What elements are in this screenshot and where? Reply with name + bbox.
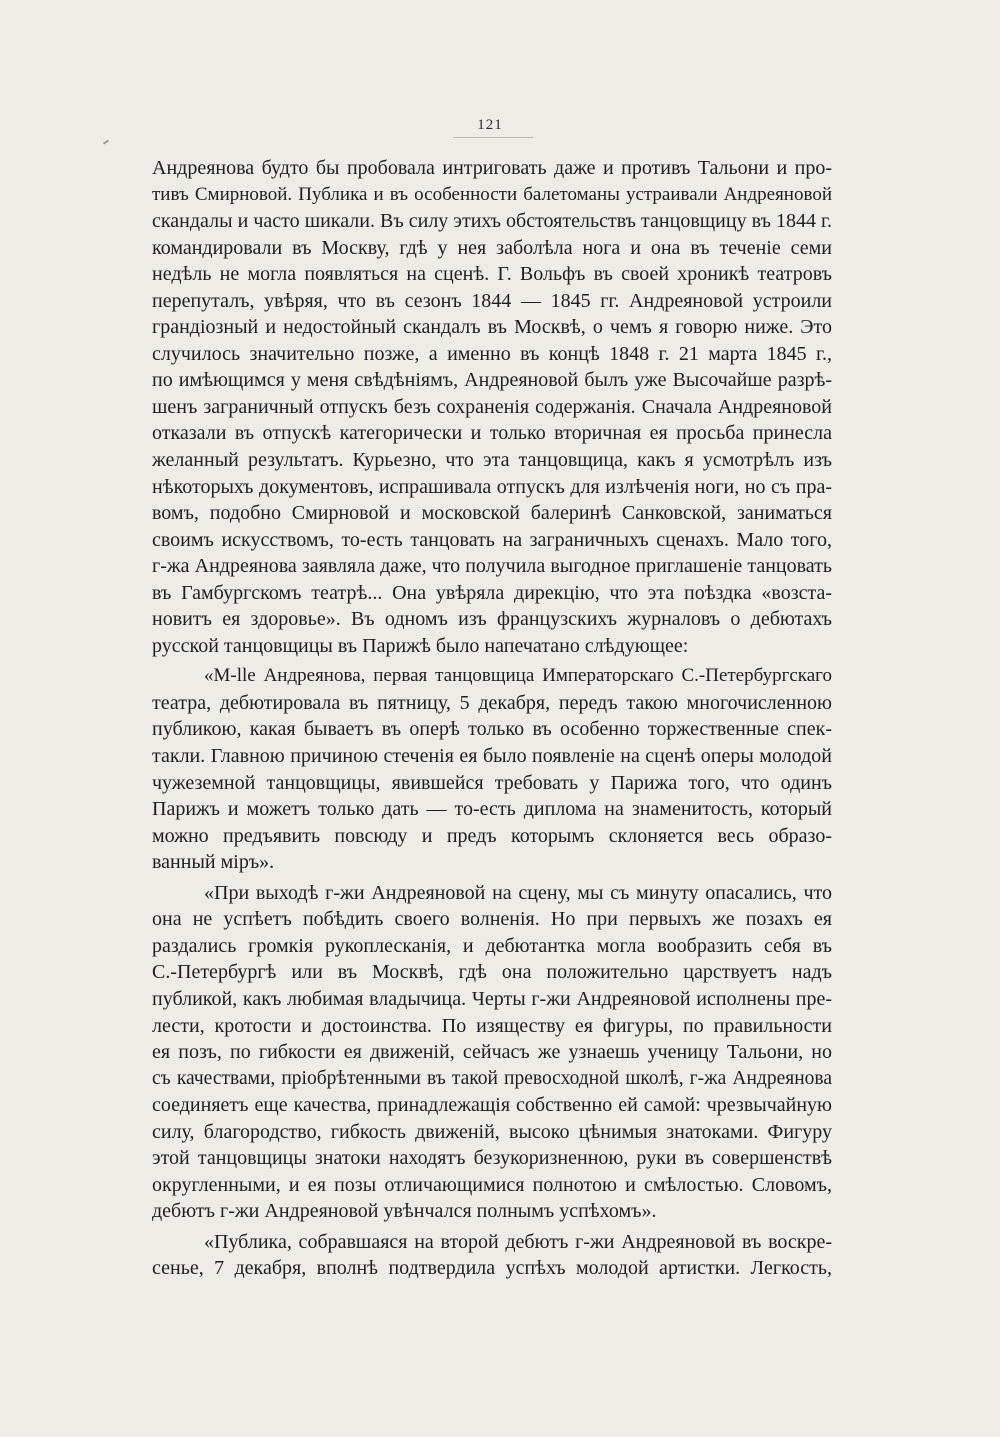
text-line: своимъ искусствомъ, то-есть танцовать на заграничныхъ сценахъ. Мало того, [152, 528, 832, 551]
text-line: С.-Петербургѣ или въ Москвѣ, гдѣ она положительно царствуетъ надъ [152, 961, 832, 984]
text-line: русской танцовщицы въ Парижѣ было напечатано слѣдующее: [152, 634, 689, 657]
text-line: съ качествами, пріобрѣтенными въ такой превосходной школѣ, г-жа Андреянова [152, 1067, 832, 1089]
text-line: Парижъ и можетъ только дать — то-есть диплома на знаменитость, который [152, 798, 832, 821]
text-line: перепуталъ, увѣряя, что въ сезонъ 1844 — 1845 гг. Андреяновой устроили [152, 289, 832, 312]
text-line: этой танцовщицы знатоки находятъ безукоризненною, руки въ совершенствѣ [152, 1147, 832, 1170]
text-line: театра, дебютировала въ пятницу, 5 декабря, передъ такою многочисленною [152, 691, 832, 714]
text-line: въ Гамбургскомъ театрѣ... Она увѣряла дирекцію, что эта поѣздка «возста- [152, 581, 832, 604]
text-line: соединяетъ еще качества, принадлежащія собственно ей самой: чрезвычайную [152, 1094, 832, 1117]
text-line: сенье, 7 декабря, вполнѣ подтвердила успѣхъ молодой артистки. Легкость, [152, 1257, 832, 1280]
text-line: дебютъ г-жи Андреяновой увѣнчался полнымъ успѣхомъ». [152, 1200, 657, 1223]
text-line: г-жа Андреянова заявляла даже, что получила выгодное приглашеніе танцовать [152, 555, 832, 578]
text-line: нѣкоторыхъ документовъ, испрашивала отпускъ для излѣченія ноги, но съ пра- [152, 475, 832, 498]
text-line: лести, кротости и достоинства. По изяществу ея фигуры, по правильности [152, 1014, 832, 1037]
text-line: чужеземной танцовщицы, явившейся требовать у Парижа того, что одинъ [152, 771, 832, 794]
text-line: случилось значительно позже, а именно въ концѣ 1848 г. 21 марта 1845 г., [152, 342, 832, 365]
text-line: недѣль не могла появляться на сценѣ. Г. Вольфъ въ своей хроникѣ театровъ [152, 263, 832, 286]
text-line: «Публика, собравшаяся на второй дебютъ г-жи Андреяновой въ воскре- [204, 1230, 832, 1253]
text-line: «M-lle Андреянова, первая танцовщица Императорскаго С.-Петербургскаго [204, 665, 832, 687]
text-line: новитъ ея здоровье». Въ одномъ изъ французскихъ журналовъ о дебютахъ [152, 608, 832, 631]
text-line: по имѣющимся у меня свѣдѣніямъ, Андреяновой былъ уже Высочайше разрѣ- [152, 369, 832, 392]
text-line: тивъ Смирновой. Публика и въ особенности балетоманы устраивали Андреяновой [152, 183, 832, 205]
text-line: командировали въ Москву, гдѣ у нея заболѣла нога и она въ теченіе семи [152, 236, 832, 259]
text-line: скандалы и часто шикали. Въ силу этихъ обстоятельствъ танцовщицу въ 1844 г. [152, 210, 832, 233]
text-line: грандіозный и недостойный скандалъ въ Москвѣ, о чемъ я говорю ниже. Это [152, 316, 832, 339]
text-line: публикой, какъ любимая владычица. Черты г-жи Андреяновой исполнены пре- [152, 987, 832, 1010]
text-line: публикою, какая бываетъ въ оперѣ только въ особенно торжественные спек- [152, 718, 832, 741]
text-line: желанный результатъ. Курьезно, что эта танцовщица, какъ я усмотрѣлъ изъ [152, 449, 832, 472]
text-line: раздались громкія рукоплесканія, и дебютантка могла вообразить себя въ [152, 934, 832, 957]
text-line: силу, благородство, гибкость движеній, высоко цѣнимыя знатоками. Фигуру [152, 1120, 832, 1143]
page-number-rule [453, 137, 533, 138]
text-line: она не успѣетъ побѣдить своего волненія. Но при первыхъ же позахъ ея [152, 908, 832, 931]
text-line: вомъ, подобно Смирновой и московской балеринѣ Санковской, заниматься [152, 502, 832, 525]
text-line: можно предъявить повсюду и предъ которымъ склоняется весь образо- [152, 824, 832, 847]
text-line: «При выходѣ г-жи Андреяновой на сцену, мы съ минуту опасались, что [204, 881, 832, 904]
text-line: отказали въ отпускѣ категорически и только вторичная ея просьба принесла [152, 422, 832, 445]
text-line: ванный міръ». [152, 851, 275, 874]
text-line: ея позъ, по гибкости ея движеній, сейчасъ же узнаешь ученицу Тальони, но [152, 1041, 832, 1064]
text-line: такли. Главною причиною стеченія ея было появленіе на сценѣ оперы молодой [152, 745, 832, 768]
text-line: шенъ заграничный отпускъ безъ сохраненія содержанія. Сначала Андреяновой [152, 395, 832, 418]
text-line: Андреянова будто бы пробовала интриговать даже и противъ Тальони и про- [152, 157, 832, 179]
page-number: 121 [477, 117, 503, 133]
scan-speck [103, 139, 109, 144]
text-line: округленными, и ея позы отличающимися полнотою и смѣлостью. Словомъ, [152, 1173, 832, 1196]
body-text [152, 155, 832, 1282]
